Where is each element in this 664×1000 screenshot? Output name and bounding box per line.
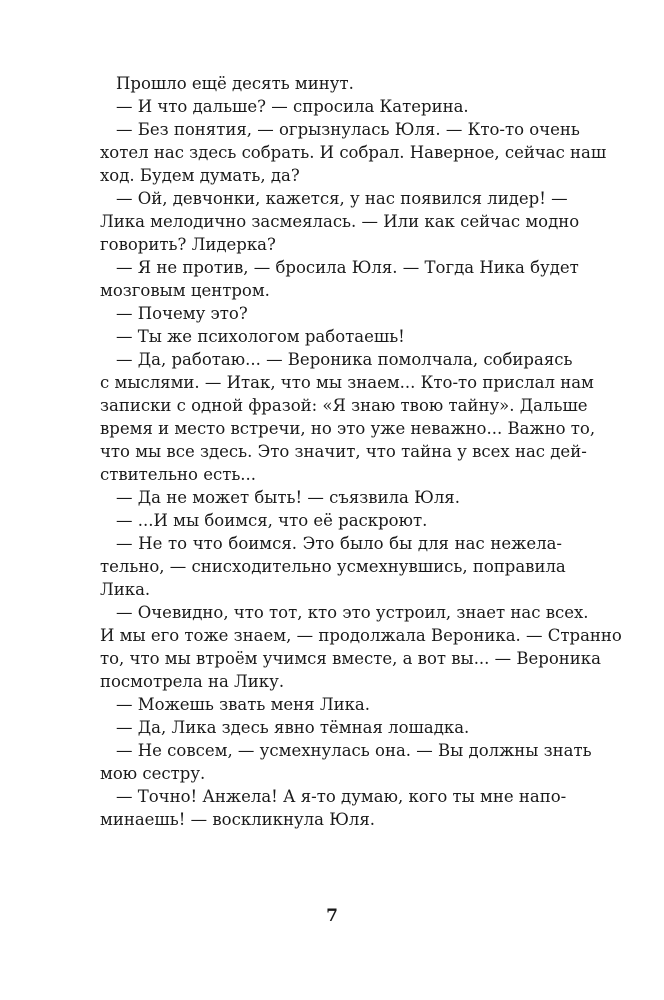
text-line: — И что дальше? — спросила Катерина. [116,97,469,116]
text-line: мою сестру. [100,764,206,783]
text-line: Прошло ещё десять минут. [116,74,354,93]
text-line: — Очевидно, что тот, кто это устроил, знает нас всех. [116,603,589,622]
text-line: что мы все здесь. Это значит, что тайна у всех нас дей- [100,442,587,461]
text-line: записки с одной фразой: «Я знаю твою тайну». Дальше [100,396,588,415]
text-line: ход. Будем думать, да? [100,166,300,185]
text-line: — Да, работаю... — Вероника помолчала, собираясь [116,350,573,369]
text-line: Лика мелодично засмеялась. — Или как сейчас модно [100,212,580,231]
text-line: — Можешь звать меня Лика. [116,695,370,714]
text-line: говорить? Лидерка? [100,235,276,254]
text-line: хотел нас здесь собрать. И собрал. Наверное, сейчас наш [100,143,607,162]
text-line: — Да не может быть! — съязвила Юля. [116,488,460,507]
text-line: — Без понятия, — огрызнулась Юля. — Кто-то очень [116,120,580,139]
text-line: — Не совсем, — усмехнулась она. — Вы должны знать [116,741,592,760]
text-line: мозговым центром. [100,281,270,300]
text-line: — Точно! Анжела! А я-то думаю, кого ты мне напо- [116,787,567,806]
text-line: ствительно есть... [100,465,257,484]
book-page-text [100,72,622,831]
text-line: И мы его тоже знаем, — продолжала Вероника. — Странно [100,626,622,645]
text-line: посмотрела на Лику. [100,672,285,691]
text-line: время и место встречи, но это уже неважно... Важно то, [100,419,596,438]
text-line: — Не то что боимся. Это было бы для нас нежела- [116,534,562,553]
text-line: с мыслями. — Итак, что мы знаем... Кто-то прислал нам [100,373,594,392]
text-line: тельно, — снисходительно усмехнувшись, поправила [100,557,566,576]
text-line: — Ой, девчонки, кажется, у нас появился лидер! — [116,189,568,208]
text-line: — Да, Лика здесь явно тёмная лошадка. [116,718,470,737]
text-line: то, что мы втроём учимся вместе, а вот вы... — Вероника [100,649,601,668]
text-line: Лика. [100,580,151,599]
text-line: — ...И мы боимся, что её раскроют. [116,511,428,530]
text-line: — Я не против, — бросила Юля. — Тогда Ника будет [116,258,579,277]
text-line: минаешь! — воскликнула Юля. [100,810,376,829]
text-line: — Ты же психологом работаешь! [116,327,405,346]
page-number: 7 [326,906,338,926]
text-line: — Почему это? [116,304,248,323]
